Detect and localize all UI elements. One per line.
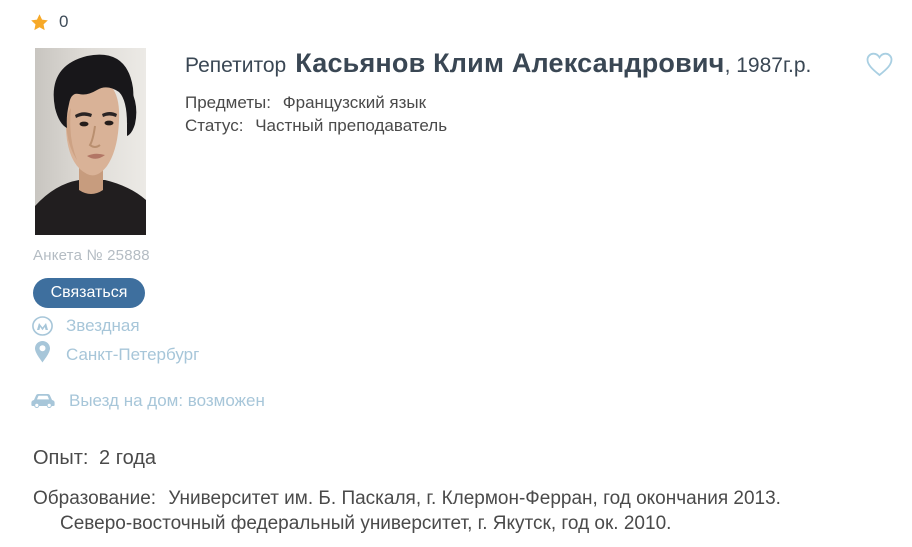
subjects-value: Французский язык (282, 93, 427, 112)
metro-row (32, 316, 140, 336)
city-label[interactable]: Санкт-Петербург (66, 344, 200, 364)
profile-number: Анкета № 25888 (33, 247, 150, 264)
education-value-1: Университет им. Б. Паскаля, г. Клермон-Ферран, год окончания 2013. (168, 488, 781, 509)
status-label: Статус: (185, 116, 244, 135)
contact-button[interactable]: Связаться (33, 278, 145, 308)
tutor-photo (35, 48, 146, 235)
metro-icon (32, 316, 53, 336)
education-line-1 (33, 486, 781, 511)
education-line-2: Северо-восточный федеральный университет, г. Якутск, год ок. 2010. (60, 513, 672, 534)
city-row (35, 341, 199, 368)
status-row (185, 116, 447, 136)
tutor-name: Касьянов Клим Александрович (295, 48, 725, 78)
subjects-row (185, 93, 426, 113)
rating-count: 0 (59, 12, 69, 31)
heart-icon[interactable] (866, 52, 893, 77)
location-pin-icon (35, 341, 50, 368)
metro-label[interactable]: Звездная (66, 316, 140, 335)
tutor-role: Репетитор (185, 54, 287, 77)
experience-value: 2 года (99, 447, 157, 469)
rating (30, 12, 68, 32)
star-icon[interactable] (30, 13, 49, 32)
experience-label: Опыт: (33, 447, 89, 469)
status-value: Частный преподаватель (255, 116, 448, 135)
subjects-label: Предметы: (185, 93, 271, 112)
education-label: Образование: (33, 488, 157, 509)
home-visit-label: Выезд на дом: возможен (69, 391, 265, 410)
tutor-birth-year: , 1987г.р. (724, 54, 812, 77)
experience-row (33, 447, 156, 470)
title-row (185, 48, 885, 79)
education-block (33, 486, 781, 536)
car-icon (31, 393, 55, 409)
travel-row (31, 391, 265, 411)
